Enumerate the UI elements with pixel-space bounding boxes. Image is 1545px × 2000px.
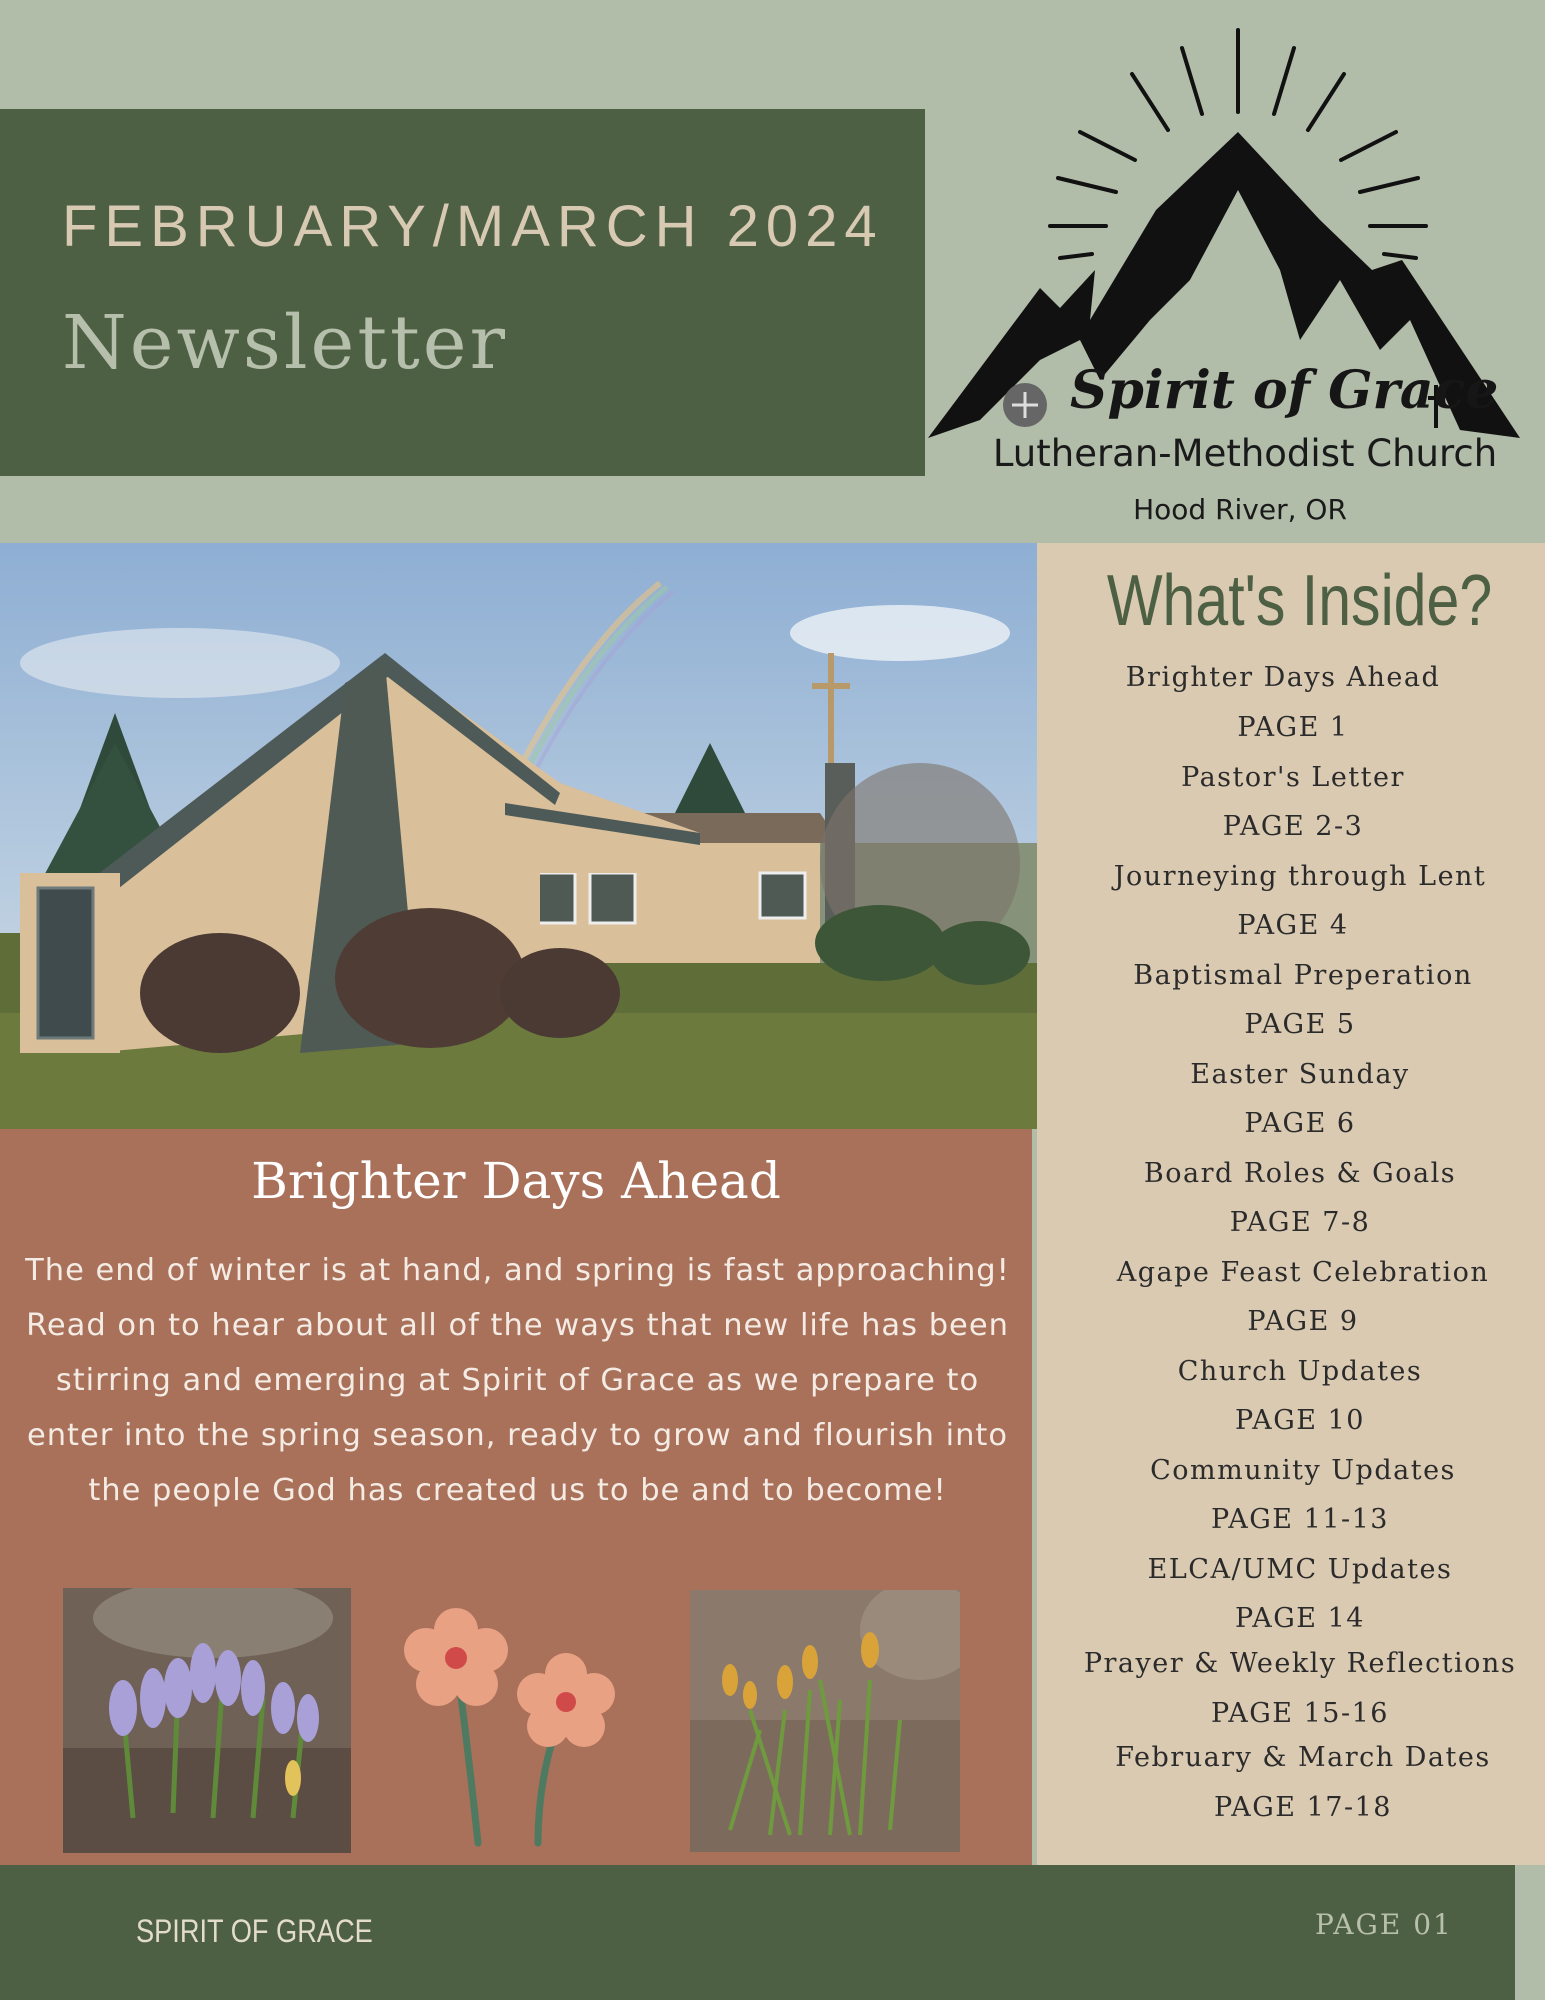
toc-entry-page: PAGE 15-16 (1211, 1698, 1389, 1729)
toc-entry-title: Agape Feast Celebration (1116, 1257, 1490, 1288)
toc-entry-page: PAGE 9 (1247, 1306, 1359, 1337)
toc-entry-page: PAGE 5 (1244, 1009, 1356, 1040)
toc-entry-page: PAGE 4 (1237, 910, 1349, 941)
toc-entry-title: February & March Dates (1115, 1742, 1491, 1773)
logo-location: Hood River, OR (1133, 493, 1347, 526)
toc-heading: What's Inside? (1106, 561, 1493, 641)
toc-entry-page: PAGE 11-13 (1211, 1504, 1389, 1535)
header-banner (0, 109, 925, 476)
toc-entry-page: PAGE 2-3 (1222, 811, 1364, 842)
toc-entry-page: PAGE 10 (1235, 1405, 1365, 1436)
toc-entry-page: PAGE 6 (1244, 1108, 1356, 1139)
logo-church-name: Lutheran-Methodist Church (992, 432, 1498, 475)
purple-crocus-photo (63, 1588, 351, 1853)
toc-entry-page: PAGE 17-18 (1214, 1792, 1392, 1823)
article-body: The end of winter is at hand, and spring is fast approaching! Read on to hear about all of the ways that new life has been stirring and emerging at Spirit of Grace as we prepare to enter into the spring season, ready to grow and flourish into the people God has created us to be and to become! (25, 1253, 1010, 1508)
footer-page-number: PAGE 01 (1315, 1908, 1453, 1941)
footer-church-name: SPIRIT OF GRACE (136, 1913, 373, 1949)
church-photo (0, 543, 1037, 1129)
issue-date: FEBRUARY/MARCH 2024 (62, 194, 884, 259)
article-title: Brighter Days Ahead (251, 1152, 781, 1210)
toc-entry-title: Baptismal Preperation (1133, 960, 1473, 991)
toc-entry-title: Journeying through Lent (1113, 861, 1487, 892)
issue-type: Newsletter (62, 300, 508, 386)
toc-entry-page: PAGE 14 (1235, 1603, 1365, 1634)
logo-name: Spirit of Grace (1070, 360, 1499, 421)
toc-entry-title: Board Roles & Goals (1143, 1158, 1457, 1189)
toc-entry-title: ELCA/UMC Updates (1147, 1554, 1453, 1585)
toc-entry-title: Community Updates (1150, 1455, 1456, 1486)
toc-entry-title: Church Updates (1177, 1356, 1423, 1387)
toc-entry-title: Brighter Days Ahead (1125, 662, 1441, 693)
toc-entry-title: Easter Sunday (1190, 1059, 1410, 1090)
toc-entry-title: Prayer & Weekly Reflections (1083, 1648, 1517, 1679)
flower-illustration-icon (398, 1598, 628, 1858)
toc-entry-page: PAGE 7-8 (1229, 1207, 1371, 1238)
toc-entry-title: Pastor's Letter (1181, 762, 1405, 793)
toc-entry-page: PAGE 1 (1237, 712, 1349, 743)
yellow-crocus-photo (690, 1590, 960, 1852)
